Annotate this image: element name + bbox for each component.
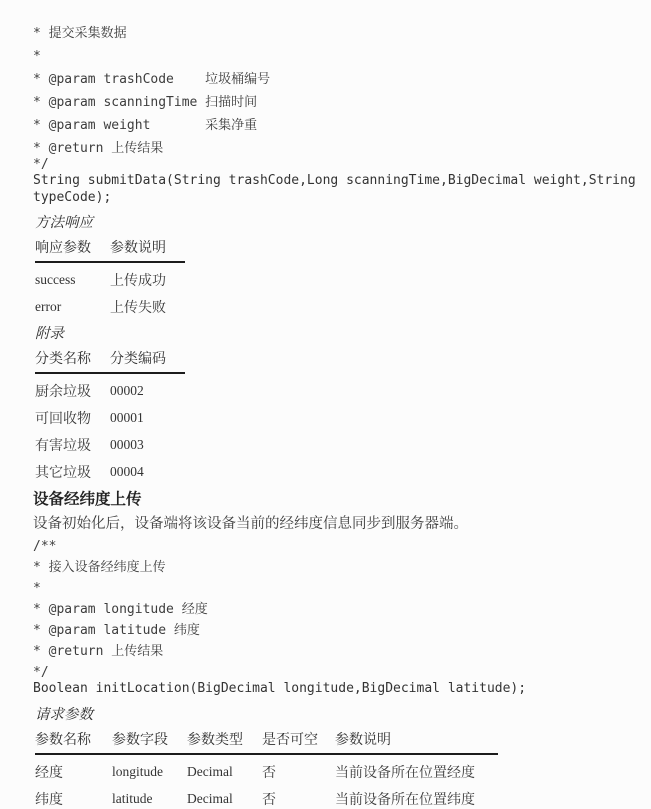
code-comment-line: /** (33, 539, 57, 554)
table-row (35, 762, 498, 782)
table-header-row (35, 349, 185, 374)
code-comment-line: */ (33, 665, 49, 680)
table-row (35, 462, 185, 482)
code-comment-line: * @param longitude 经度 (33, 602, 208, 617)
table-row (35, 789, 498, 809)
code-comment-line: * @param latitude 纬度 (33, 623, 200, 638)
table-cell: 上传失败 (110, 299, 166, 315)
table-row (35, 435, 185, 455)
code-comment-line: * @param weight 采集净重 (33, 118, 258, 133)
code-comment-line: * (33, 49, 41, 64)
table-cell: latitude (112, 790, 153, 806)
code-comment-line: * @return 上传结果 (33, 141, 164, 156)
table-cell: Decimal (187, 763, 233, 779)
section-heading-device-location-upload: 设备经纬度上传 (33, 491, 142, 508)
table-cell: 否 (262, 763, 276, 780)
table-cell: longitude (112, 763, 163, 779)
table-cell: 00004 (110, 464, 144, 479)
table-cell: 否 (262, 790, 276, 807)
table-cell: 00003 (110, 437, 144, 452)
table-cell: 其它垃圾 (35, 464, 91, 480)
table-cell: 当前设备所在位置纬度 (335, 790, 475, 807)
table-cell: 当前设备所在位置经度 (335, 763, 475, 780)
section-heading-request-params: 请求参数 (35, 706, 93, 723)
column-header: 响应参数 (35, 239, 91, 255)
method-signature-submitdata: String submitData(String trashCode,Long scanningTime,BigDecimal weight,String typeCode); (33, 173, 644, 205)
column-header: 分类名称 (35, 350, 91, 366)
code-comment-line: * @return 上传结果 (33, 644, 164, 659)
table-cell: 可回收物 (35, 410, 91, 426)
method-signature-initlocation: Boolean initLocation(BigDecimal longitude,BigDecimal latitude); (33, 681, 527, 696)
code-comment-block-submit (33, 26, 631, 173)
table-header-row (35, 238, 185, 263)
code-comment-line: * (33, 581, 41, 596)
appendix-table (35, 349, 185, 482)
column-header: 参数说明 (110, 239, 166, 255)
table-cell: error (35, 299, 62, 314)
section-heading-method-response: 方法响应 (35, 215, 93, 231)
table-cell: 00001 (110, 410, 144, 425)
section-description: 设备初始化后，设备端将该设备当前的经纬度信息同步到服务器端。 (33, 516, 468, 532)
column-header: 分类编码 (110, 350, 166, 366)
table-cell: 纬度 (35, 790, 63, 807)
column-header: 参数字段 (112, 730, 168, 747)
section-heading-appendix: 附录 (35, 326, 64, 342)
table-cell: 00002 (110, 383, 144, 398)
code-comment-block-location (33, 539, 631, 681)
column-header: 参数类型 (187, 730, 243, 747)
table-row (35, 381, 185, 401)
table-cell: 厨余垃圾 (35, 383, 91, 399)
code-comment-line: * @param trashCode 垃圾桶编号 (33, 72, 271, 87)
table-row (35, 297, 185, 317)
table-row (35, 408, 185, 428)
code-comment-line: */ (33, 157, 49, 172)
column-header: 参数名称 (35, 730, 91, 747)
table-cell: success (35, 272, 76, 287)
table-row (35, 270, 185, 290)
table-cell: 经度 (35, 763, 63, 780)
request-params-table (35, 730, 498, 809)
code-comment-line: * @param scanningTime 扫描时间 (33, 95, 258, 110)
table-cell: 上传成功 (110, 272, 166, 288)
response-table (35, 238, 185, 317)
code-comment-line: * 提交采集数据 (33, 26, 127, 41)
column-header: 参数说明 (335, 730, 391, 747)
table-cell: 有害垃圾 (35, 437, 91, 453)
column-header: 是否可空 (262, 730, 318, 747)
table-cell: Decimal (187, 790, 233, 806)
code-comment-line: * 接入设备经纬度上传 (33, 560, 166, 575)
table-header-row (35, 730, 498, 755)
